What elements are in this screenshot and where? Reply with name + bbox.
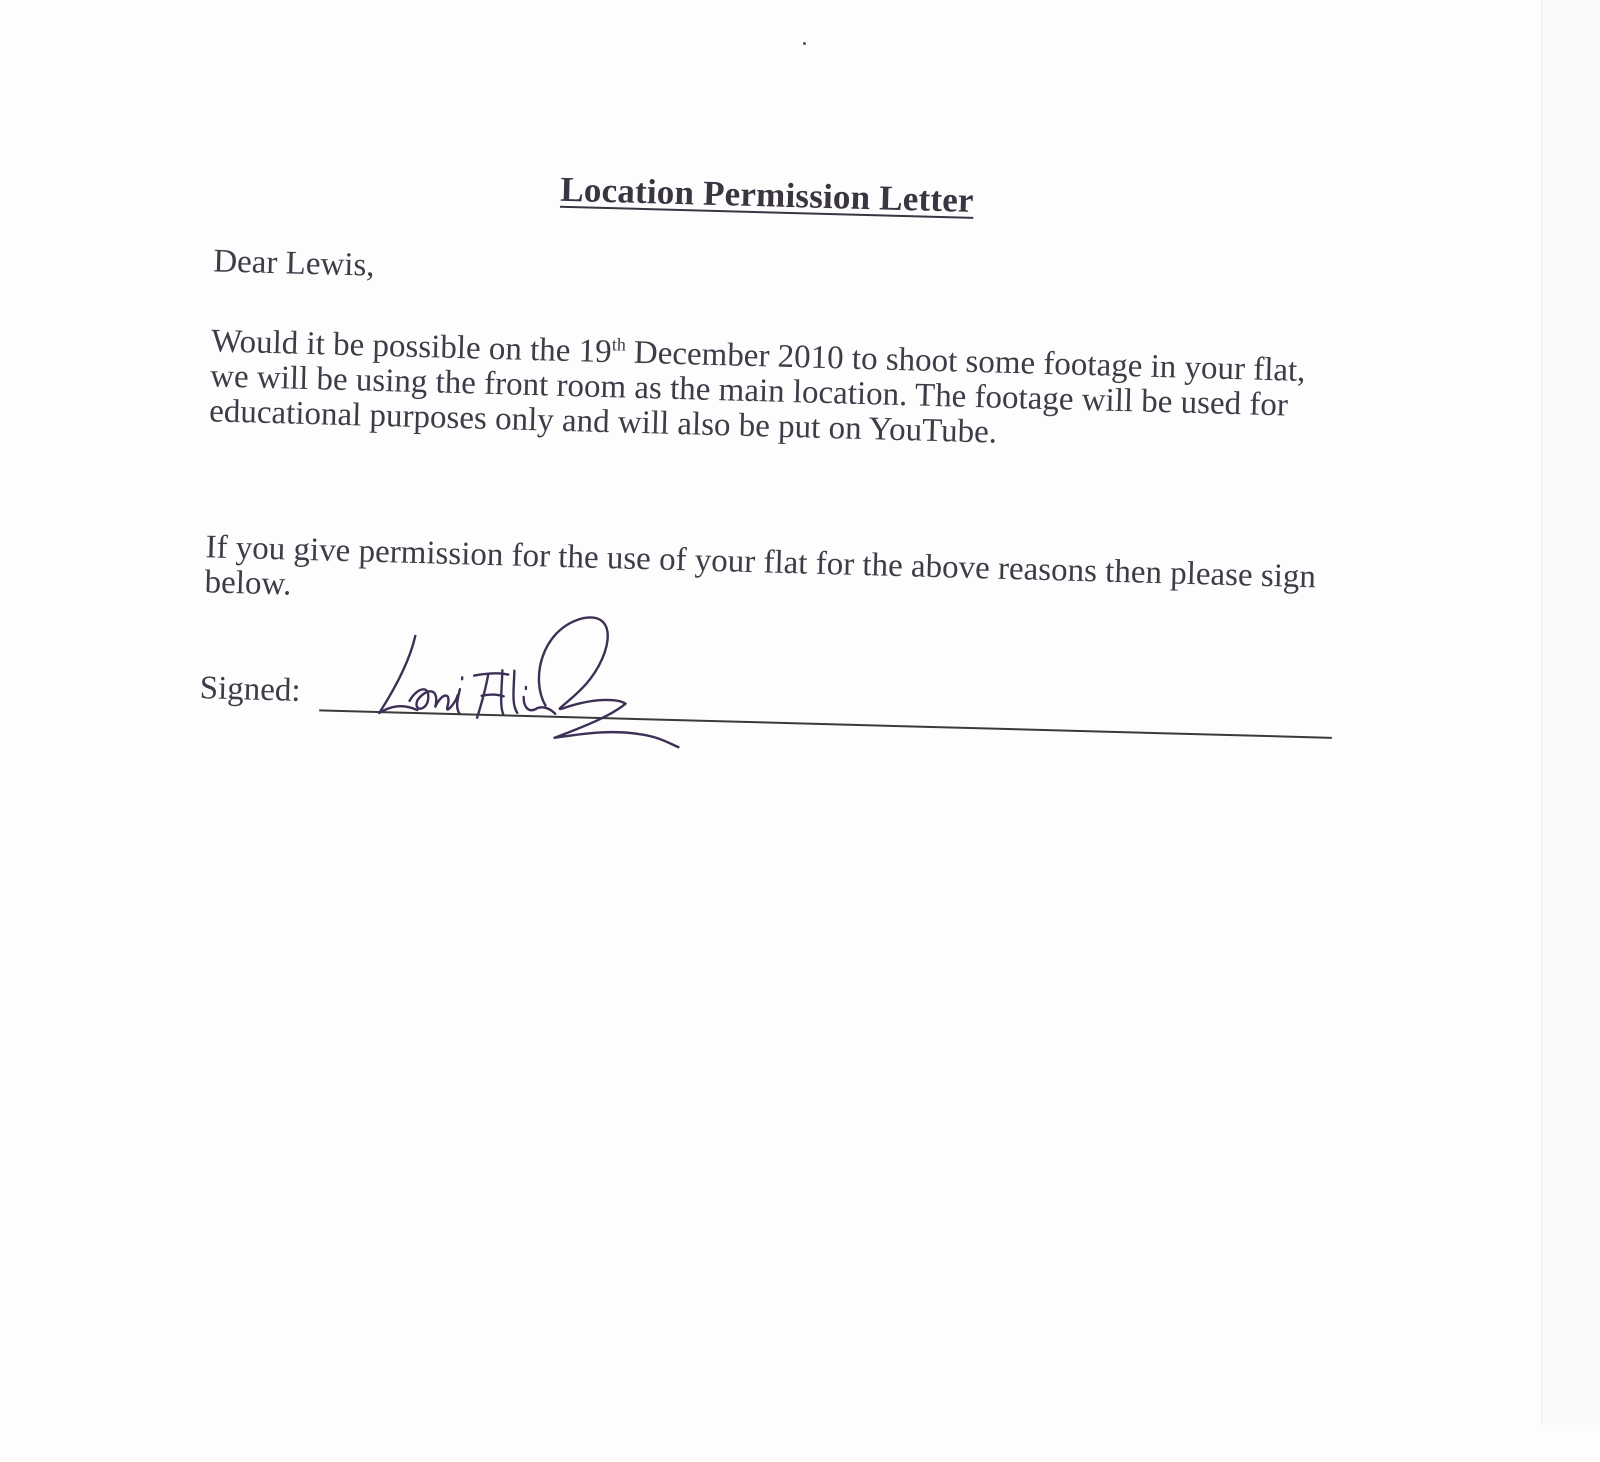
paragraph-text-rest: December 2010 to shoot some footage in your flat, we will be using the front room as the main location. The footage will be used for educational purposes only and will also be put on YouTube. (208, 334, 1306, 451)
signature-label: Signed: (199, 670, 302, 709)
paragraph-text-start: Would it be possible on the 19 (210, 323, 613, 371)
letter-paragraph-permission: If you give permission for the use of your flat for the above reasons then please sign below. (204, 529, 1317, 603)
date-ordinal-suffix: th (611, 334, 627, 355)
signature-row (199, 666, 1340, 757)
letter-paragraph-request (209, 324, 1331, 459)
letter-title: Location Permission Letter (559, 169, 975, 220)
letter-greeting: Dear Lewis, (212, 243, 376, 284)
handwritten-signature (368, 605, 712, 754)
